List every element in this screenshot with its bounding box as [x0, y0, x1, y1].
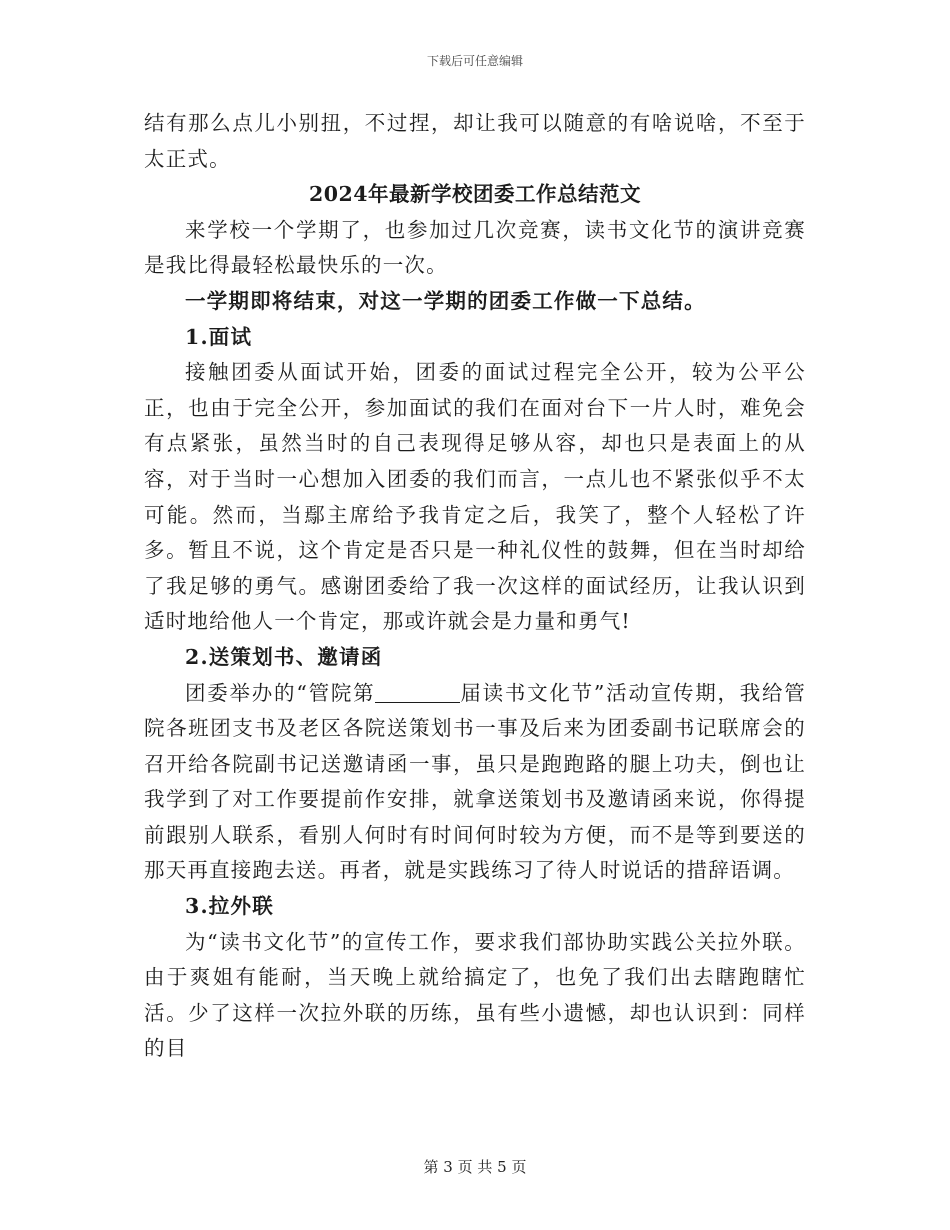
page-header: 下载后可任意编辑 [426, 54, 523, 68]
paragraph-text: 团委举办的“管院第 [185, 680, 376, 705]
summary-heading: 一学期即将结束，对这一学期的团委工作做一下总结。 [185, 288, 706, 313]
paragraph: 结有那么点儿小别扭，不过捏，却让我可以随意的有啥说啥，不至于太正式。 [144, 111, 806, 171]
fill-in-blank [375, 684, 459, 703]
paragraph-text: 届读书文化节”活动宣传期，我给管院各班团支书及老区各院送策划书一事及后来为团委副书记联席会的召开给各院副书记送邀请函一事，虽只是跑跑路的腿上功夫，倒也让我学到了对工作要提前作安排，就拿送策划书及邀请函来说，你得提前跟别人联系，看别人何时有时间何时较为方便，而不是等到要送的那天再直接跑去送。再者，就是实践练习了待人时说话的措辞语调。 [144, 680, 807, 883]
paragraph: 来学校一个学期了，也参加过几次竞赛，读书文化节的演讲竞赛是我比得最轻松最快乐的一次。 [144, 217, 806, 278]
page-footer: 第 3 页 共 5 页 [423, 1158, 527, 1176]
section-heading-proposals: 2.送策划书、邀请函 [185, 644, 383, 669]
paragraph: 接触团委从面试开始，团委的面试过程完全公开，较为公平公正，也由于完全公开，参加面试的我们在面对台下一片人时，难免会有点紧张，虽然当时的自己表现得足够从容，却也只是表面上的从容，对于当时一心想加入团委的我们而言，一点儿也不紧张似乎不太可能。然而，当鄢主席给予我肯定之后，我笑了，整个人轻松了许多。暂且不说，这个肯定是否只是一种礼仪性的鼓舞，但在当时却给了我足够的勇气。感谢团委给了我一次这样的面试经历，让我认识到适时地给他人一个肯定，那或许就会是力量和勇气! [144, 360, 806, 634]
paragraph: 为“读书文化节”的宣传工作，要求我们部协助实践公关拉外联。由于爽姐有能耐，当天晚上就给搞定了，也免了我们出去瞎跑瞎忙活。少了这样一次拉外联的历练，虽有些小遗憾，却也认识到：同样的目 [144, 929, 806, 1061]
section-heading-sponsorship: 3.拉外联 [185, 894, 274, 919]
document-body [144, 106, 806, 1067]
section-heading-interview: 1.面试 [185, 324, 253, 349]
paragraph [144, 676, 806, 890]
document-title: 2024年最新学校团委工作总结范文 [308, 182, 642, 207]
